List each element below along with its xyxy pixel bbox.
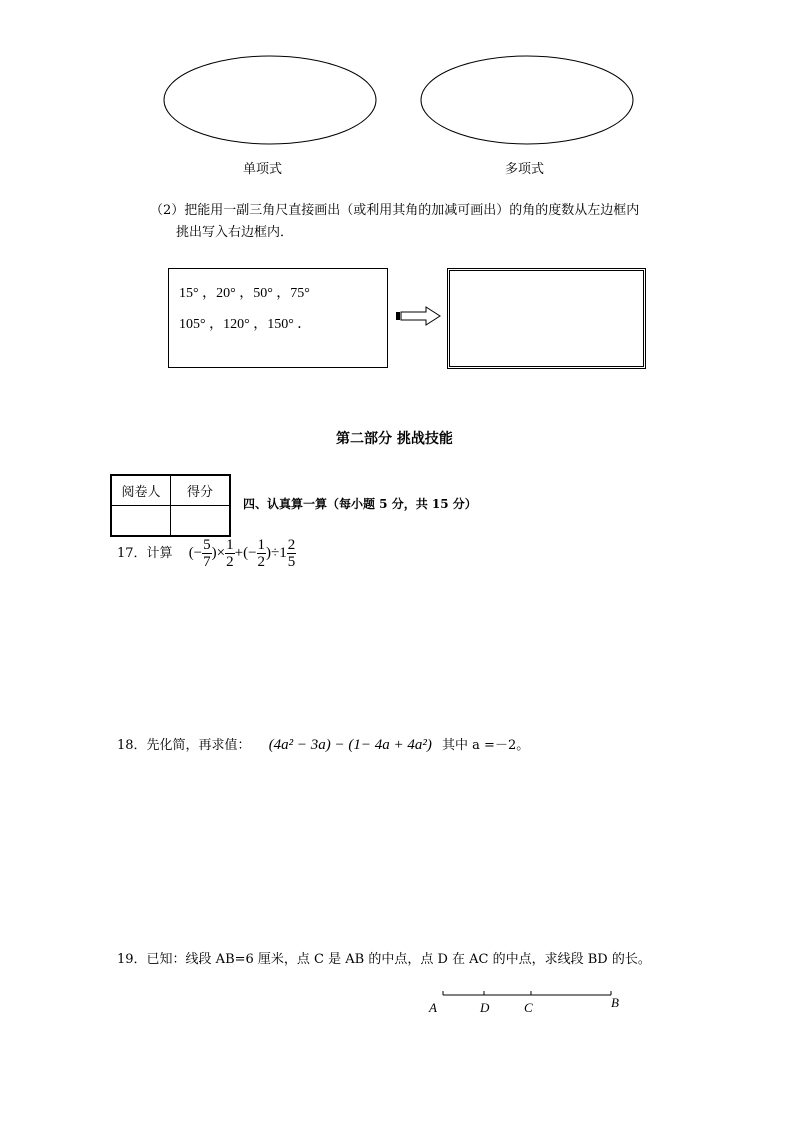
score-header: 得分	[171, 475, 231, 506]
monomial-ellipse	[164, 56, 376, 144]
fraction: $\frac{1}{2}$	[226, 537, 234, 570]
angles-row1: 15° ，20° ，50° ，75°	[179, 286, 310, 301]
q18-expression: (4a² − 3a) − (1− 4a + 4a²)	[268, 737, 432, 753]
polynomial-ellipse	[421, 56, 633, 144]
section4-heading: 四、认真算一算（每小题 5 分，共 15 分）	[243, 497, 477, 511]
grader-cell[interactable]	[111, 506, 171, 537]
angles-row2: 105° ，120° ，150° ．	[179, 317, 312, 332]
point-a-label: A	[429, 1000, 437, 1015]
q18-label: 18．先化简，再求值：	[117, 738, 251, 753]
part2-title: 第二部分 挑战技能	[336, 431, 453, 447]
point-c-label: C	[524, 1000, 533, 1015]
arrow-right-icon	[394, 306, 444, 326]
fraction: $\frac{5}{7}$	[203, 537, 211, 570]
fraction: $\frac{2}{5}$	[287, 537, 296, 570]
point-b-label: B	[611, 995, 619, 1010]
q18-condition: 其中 a =－2。	[442, 738, 530, 753]
ellipses-diagram	[0, 0, 794, 200]
q17: 17．计算 (− $\frac{5}{7}$ )× $\frac{1}{2}$ +(− $\frac{1}{2}$ )÷1 $\frac{2}{5}$	[117, 537, 296, 570]
fraction: $\frac{1}{2}$	[257, 537, 266, 570]
answer-box[interactable]	[447, 268, 646, 369]
q19-text: 19．已知：线段 AB=6 厘米，点 C 是 AB 的中点，点 D 在 AC 的中点，求线段 BD 的长。	[117, 952, 651, 967]
q17-label: 17．计算	[117, 546, 173, 561]
score-table	[110, 474, 231, 537]
monomial-label: 单项式	[243, 162, 283, 177]
q2-line1: （2）把能用一副三角尺直接画出（或利用其角的加减可画出）的角的度数从左边框内	[150, 203, 640, 218]
polynomial-label: 多项式	[505, 162, 545, 177]
grader-header: 阅卷人	[111, 475, 171, 506]
score-cell[interactable]	[171, 506, 231, 537]
point-d-label: D	[480, 1000, 490, 1015]
q18	[117, 734, 529, 754]
q2-line2: 挑出写入右边框内．	[176, 225, 294, 240]
angles-source-box	[168, 268, 388, 368]
